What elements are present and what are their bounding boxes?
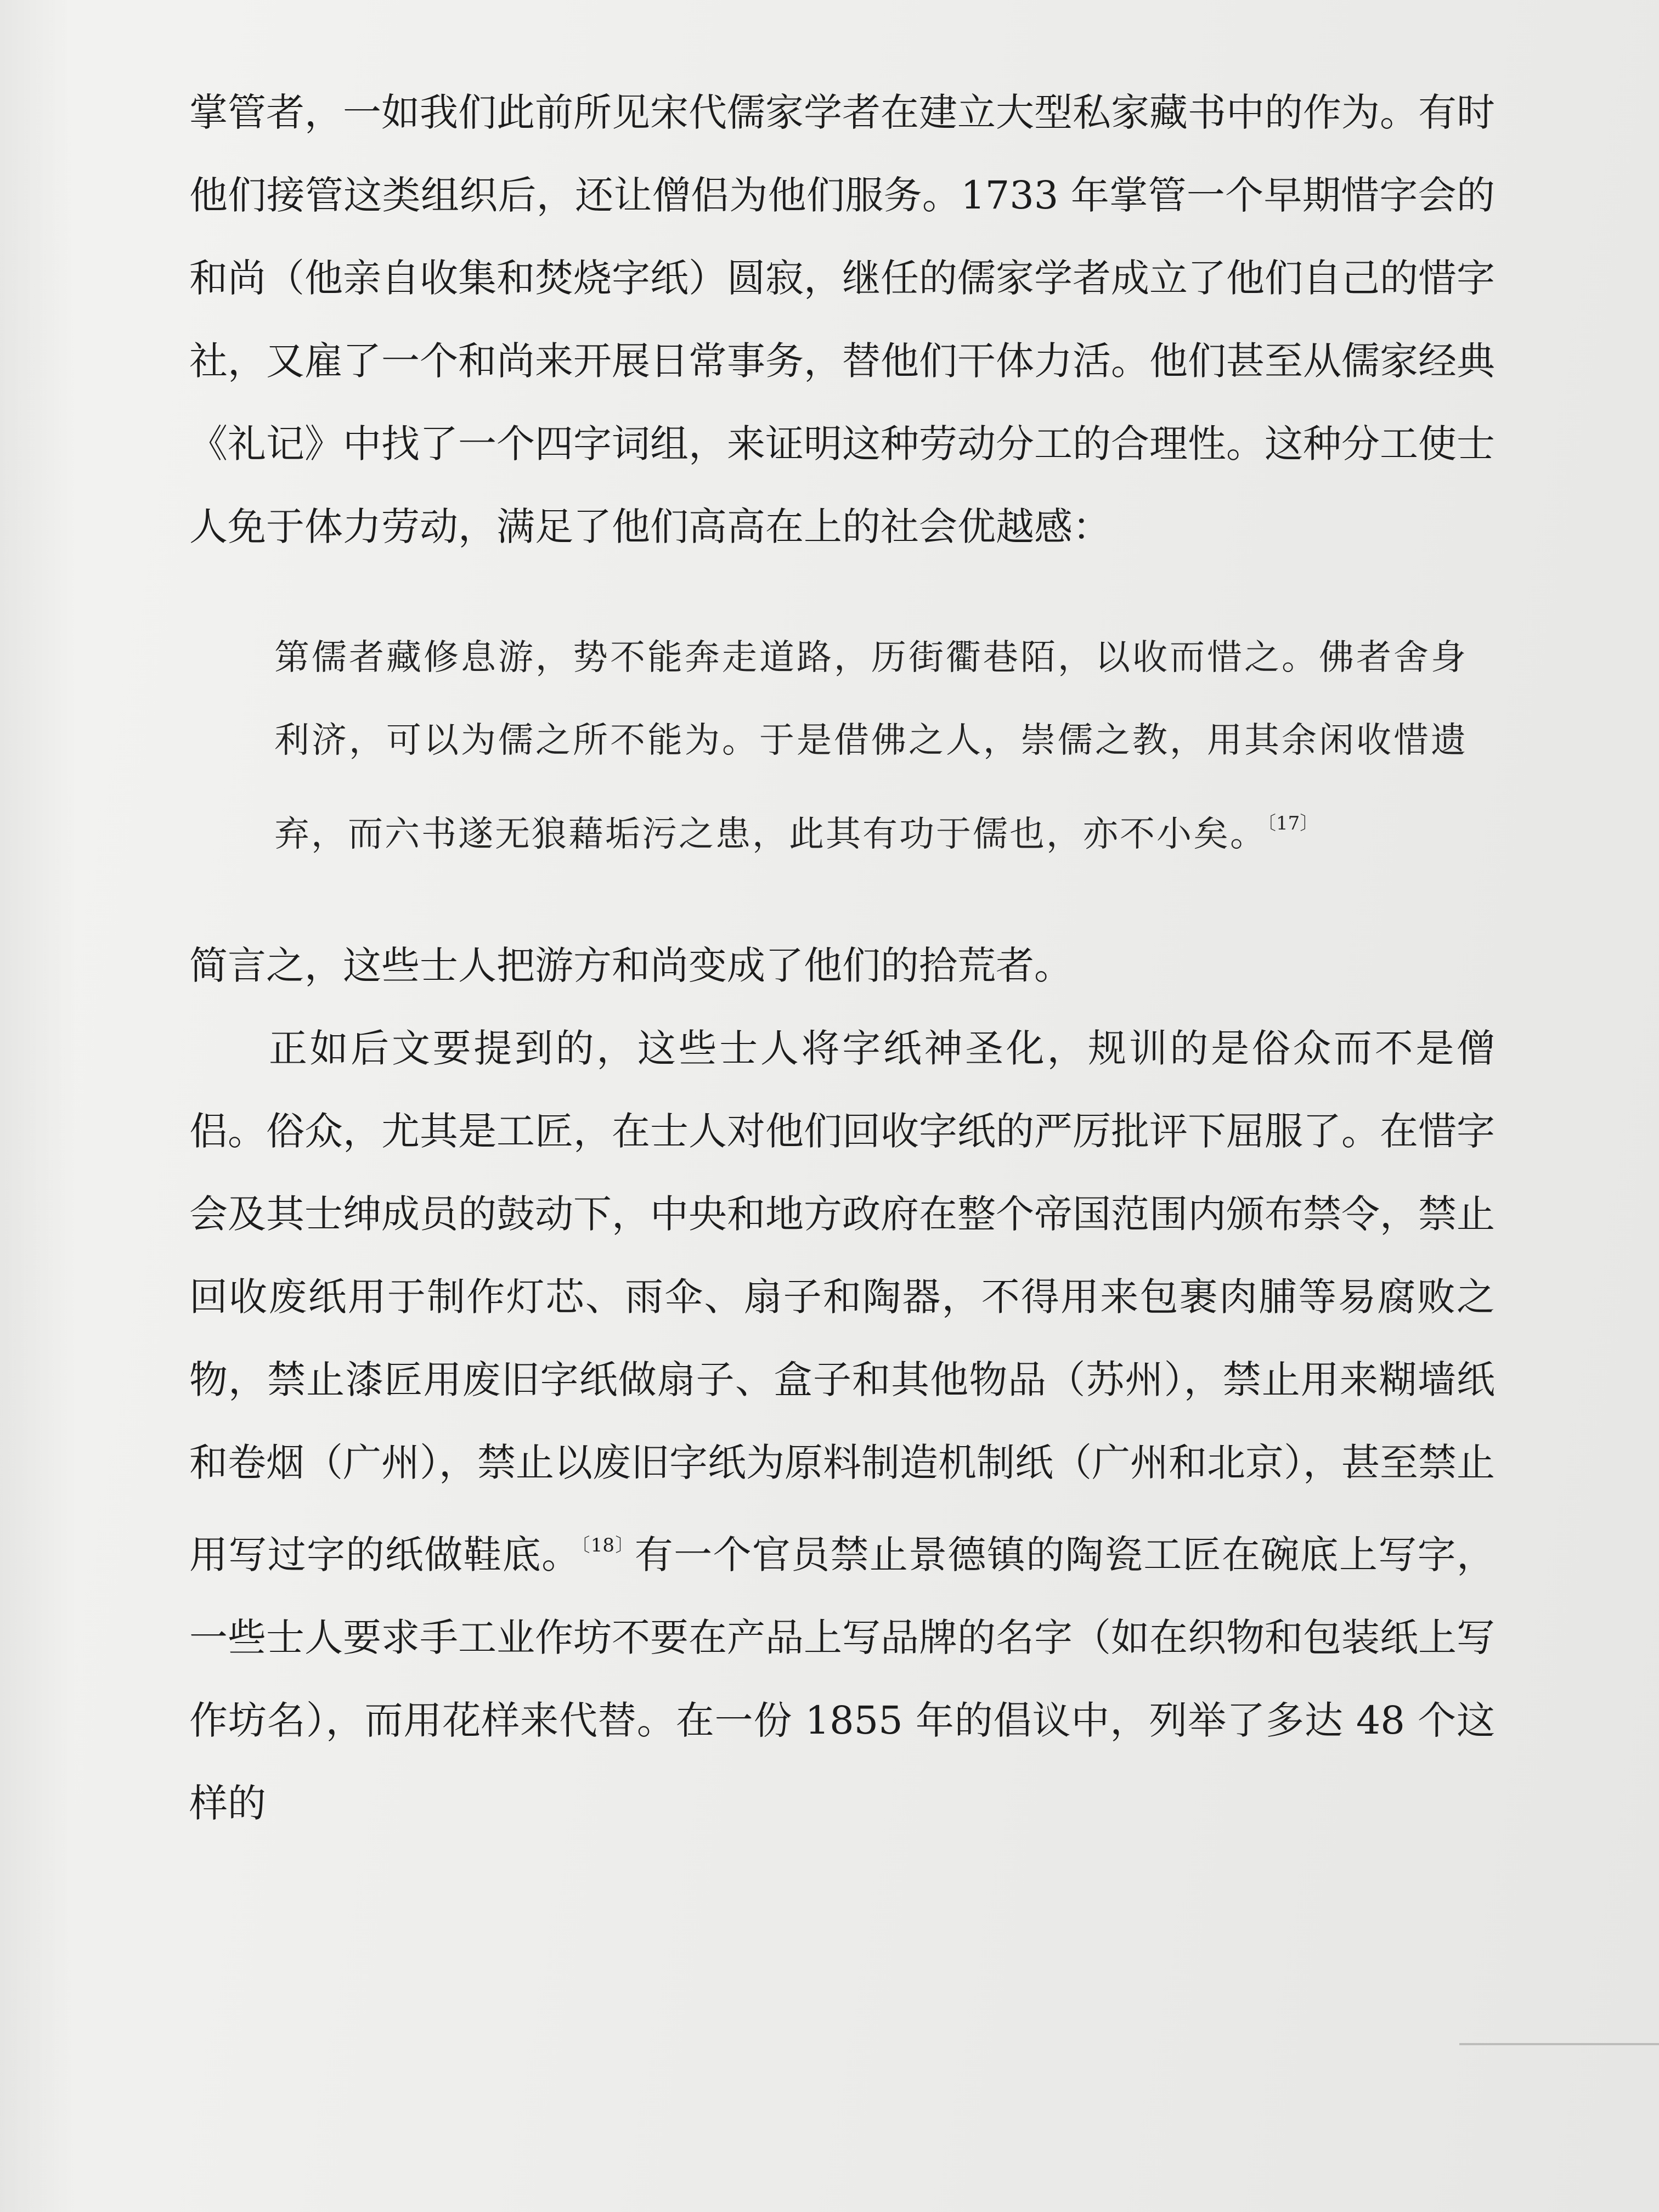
footnote-marker-17: 〔17〕: [1267, 812, 1319, 834]
paragraph-3-continued: 有一个官员禁止景德镇的陶瓷工匠在碗底上写字，一些士人要求手工业作坊不要在产品上写品牌的名字（如在织物和包装纸上写作坊名），而用花样来代替。在一份 1855 年的倡议中，列举了多达 48 个这样的: [189, 1532, 1496, 1826]
page-text: [189, 71, 1495, 1845]
page-shadow: [0, 0, 77, 2212]
paragraph-2: 简言之，这些士人把游方和尚变成了他们的拾荒者。: [189, 943, 1073, 988]
footnote-marker-18: 〔18〕: [580, 1534, 635, 1556]
footnote-rule: [1459, 2043, 1659, 2045]
paragraph-3: [189, 1007, 1495, 1845]
block-quote-text: 第儒者藏修息游，势不能奔走道路，历街衢巷陌，以收而惜之。佛者舍身利济，可以为儒之所不能为。于是借佛之人，崇儒之教，用其余闲收惜遗弃，而六书遂无狼藉垢污之患，此其有功于儒也，亦不小矣。: [274, 637, 1468, 855]
paragraph-1: 掌管者，一如我们此前所见宋代儒家学者在建立大型私家藏书中的作为。有时他们接管这类组织后，还让僧侣为他们服务。1733 年掌管一个早期惜字会的和尚（他亲自收集和焚烧字纸）圆寂，继任的儒家学者成立了他们自己的惜字社，又雇了一个和尚来开展日常事务，替他们干体力活。他们甚至从儒家经典《礼记》中找了一个四字词组，来证明这种劳动分工的合理性。这种分工使士人免于体力劳动，满足了他们高高在上的社会优越感：: [189, 90, 1495, 549]
block-quote: [189, 617, 1495, 876]
paragraph-3-text: 正如后文要提到的，这些士人将字纸神圣化，规训的是俗众而不是僧侣。俗众，尤其是工匠，在士人对他们回收字纸的严厉批评下屈服了。在惜字会及其士绅成员的鼓动下，中央和地方政府在整个帝国范围内颁布禁令，禁止回收废纸用于制作灯芯、雨伞、扇子和陶器，不得用来包裹肉脯等易腐败之物，禁止漆匠用废旧字纸做扇子、盒子和其他物品（苏州），禁止用来糊墙纸和卷烟（广州），禁止以废旧字纸为原料制造机制纸（广州和北京），甚至禁止用写过字的纸做鞋底。: [189, 1026, 1495, 1577]
